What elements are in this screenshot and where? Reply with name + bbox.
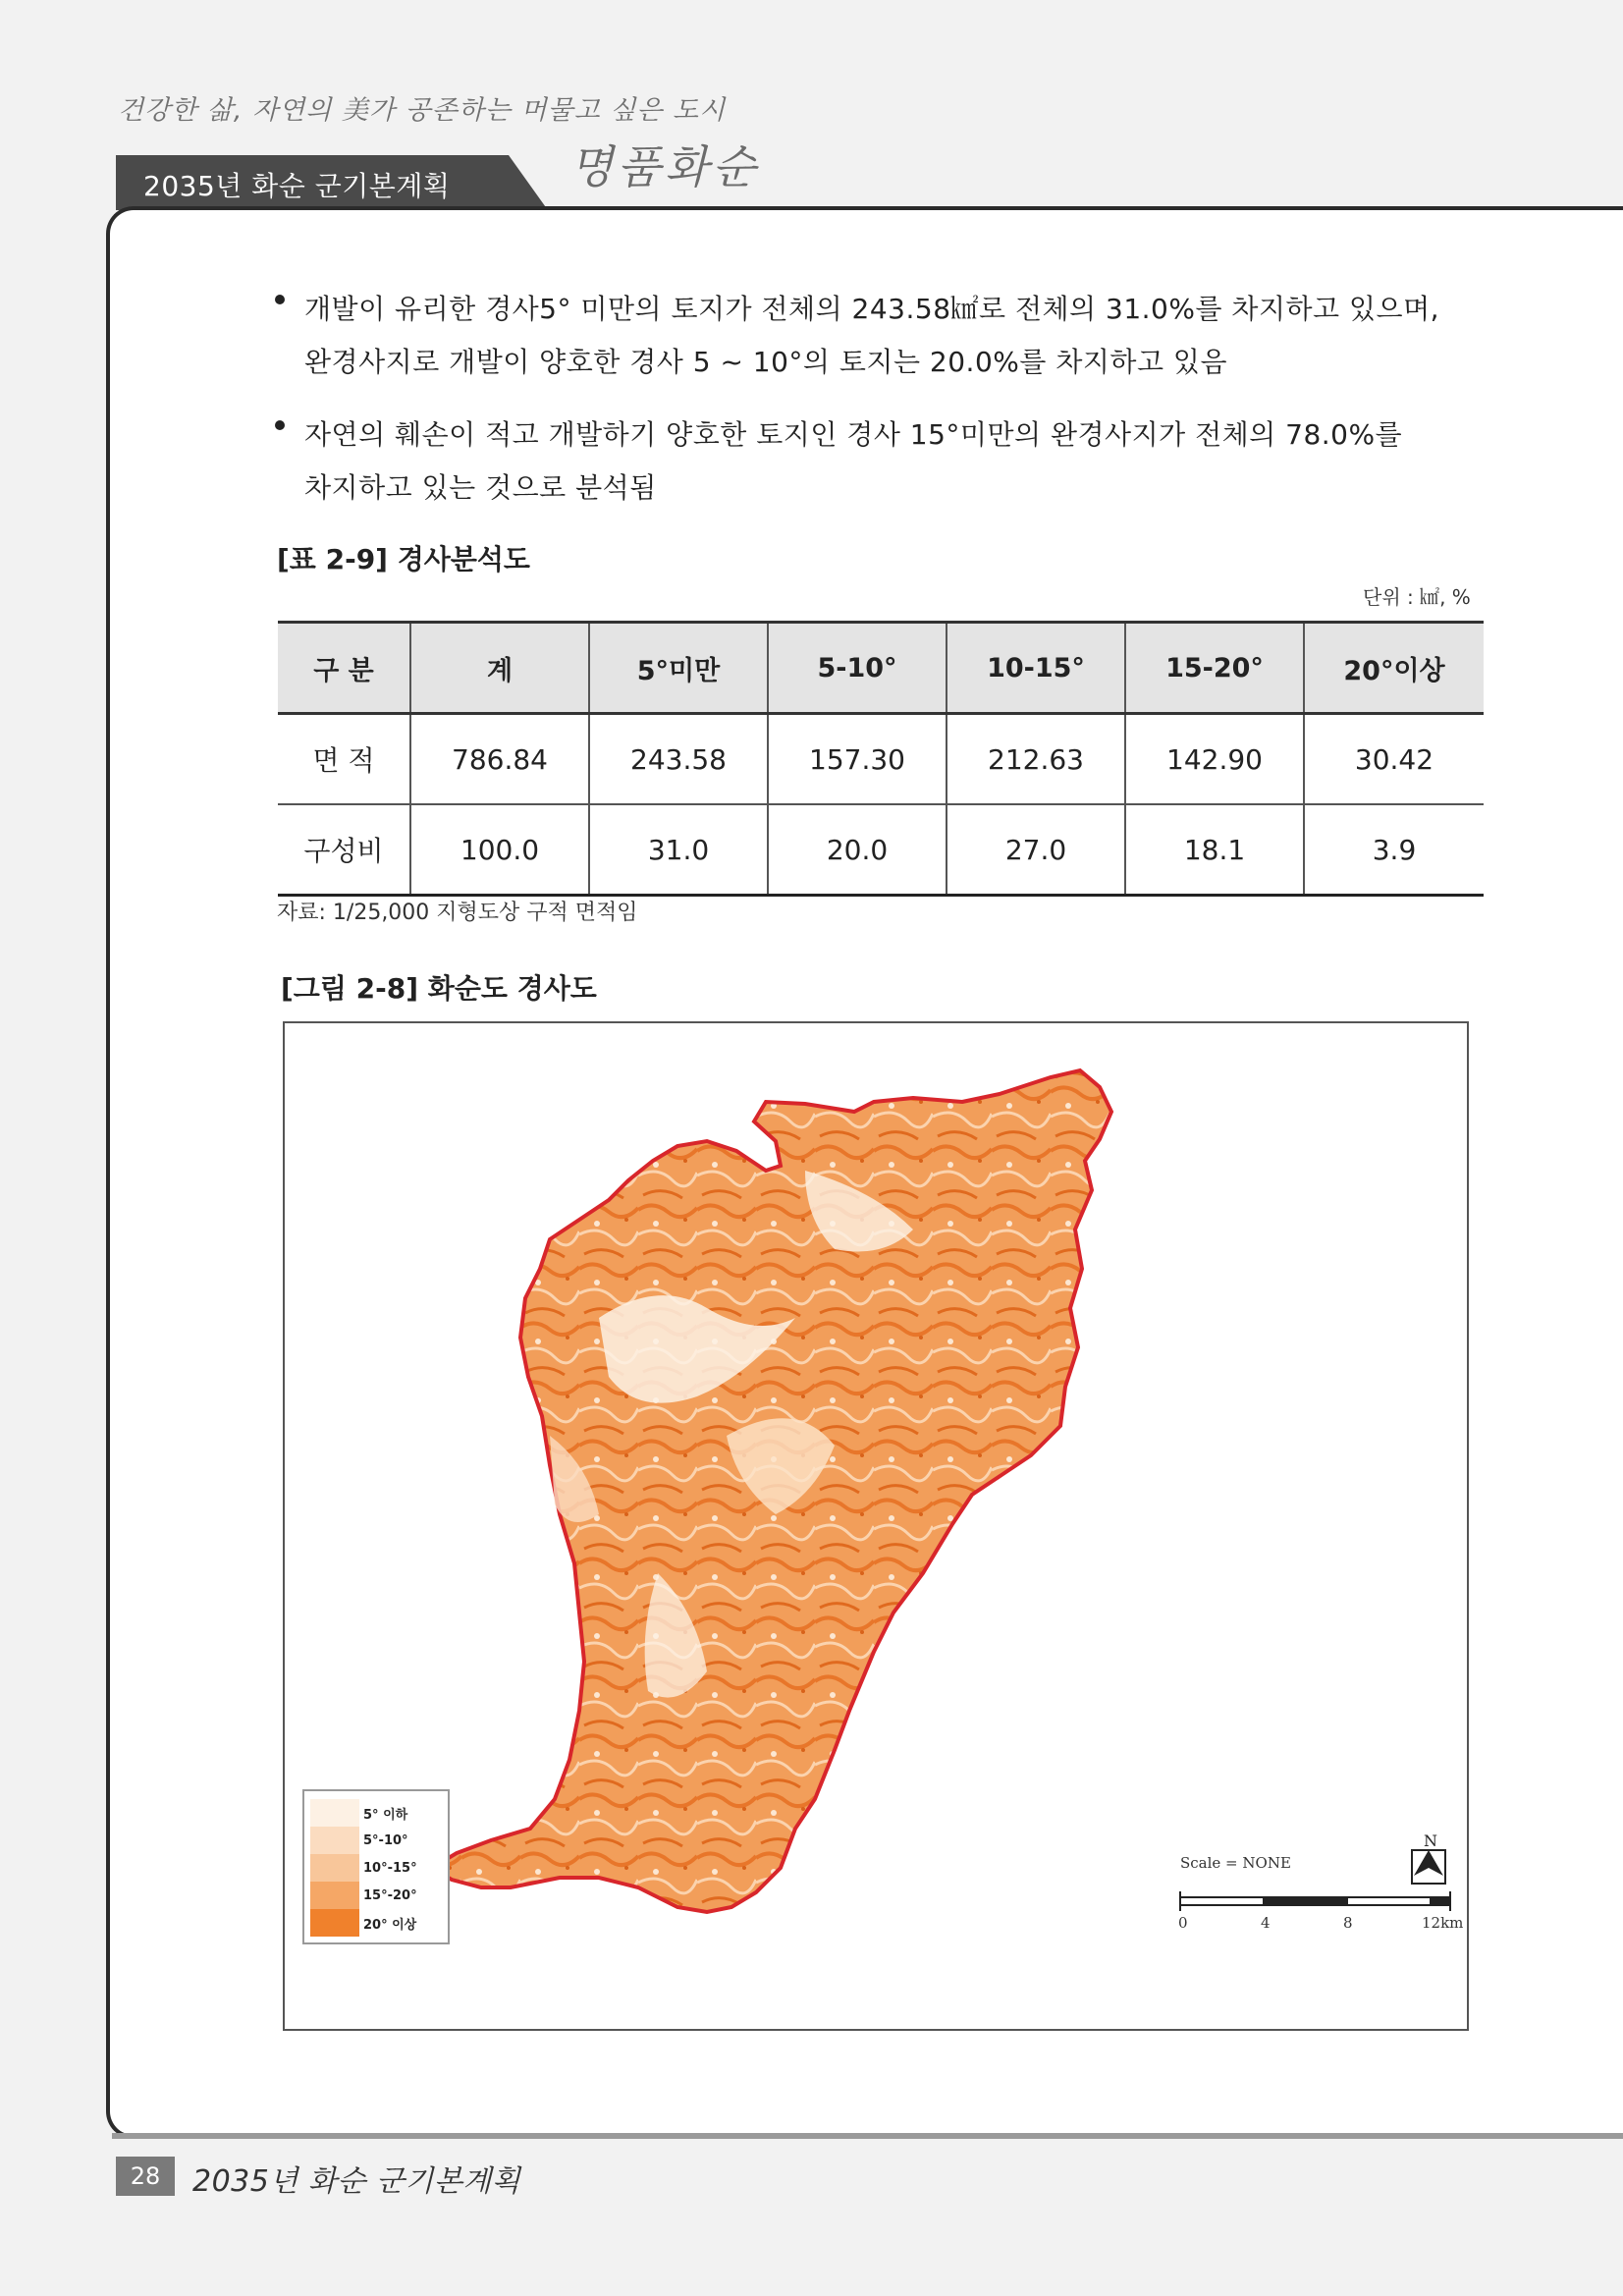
table-cell: 구성비 — [278, 804, 410, 896]
legend-label: 20° 이상 — [363, 1917, 417, 1933]
table-cell: 면 적 — [278, 714, 410, 805]
bullet-item — [275, 409, 1502, 515]
footer-title: 2035년 화순 군기본계획 — [192, 2164, 521, 2199]
table-header-cell: 계 — [410, 623, 589, 714]
table-cell: 157.30 — [768, 714, 947, 805]
scale-tick-label: 12km — [1422, 1914, 1464, 1932]
legend-label: 15°-20° — [363, 1887, 417, 1903]
table-header-cell: 5-10° — [768, 623, 947, 714]
figure-caption: [그림 2-8] 화순도 경사도 — [281, 972, 597, 1005]
scale-tick-label: 8 — [1343, 1914, 1353, 1932]
north-label: N — [1424, 1831, 1437, 1850]
table-row — [278, 804, 1484, 896]
table-cell: 27.0 — [947, 804, 1125, 896]
table-cell: 18.1 — [1125, 804, 1304, 896]
table-header-cell: 구 분 — [278, 623, 410, 714]
legend-swatch — [310, 1882, 359, 1909]
map-legend — [302, 1789, 450, 1944]
table-cell: 3.9 — [1304, 804, 1484, 896]
table-cell: 20.0 — [768, 804, 947, 896]
slope-map — [285, 1023, 1467, 2029]
bullet-item — [275, 283, 1502, 389]
panel-shadow — [112, 2133, 1623, 2139]
legend-item — [310, 1882, 442, 1909]
header-title: 2035년 화순 군기본계획 — [143, 170, 451, 202]
bullet-line: 자연의 훼손이 적고 개발하기 양호한 토지인 경사 15°미만의 완경사지가 전체의 78.0%를 — [304, 418, 1403, 451]
legend-swatch — [310, 1854, 359, 1882]
table-cell: 243.58 — [589, 714, 768, 805]
table-header-cell: 10-15° — [947, 623, 1125, 714]
bullet-line: 개발이 유리한 경사5° 미만의 토지가 전체의 243.58㎢로 전체의 31.0%를 차지하고 있으며, — [304, 293, 1440, 325]
bullet-line: 완경사지로 개발이 양호한 경사 5 ~ 10°의 토지는 20.0%를 차지하고 있음 — [304, 346, 1228, 378]
legend-swatch — [310, 1799, 359, 1827]
legend-swatch — [310, 1909, 359, 1937]
table-header-cell: 20°이상 — [1304, 623, 1484, 714]
table-caption: [표 2-9] 경사분석도 — [277, 543, 530, 575]
legend-item — [310, 1854, 442, 1882]
bullet-line: 차지하고 있는 것으로 분석됨 — [304, 471, 657, 504]
table-cell: 30.42 — [1304, 714, 1484, 805]
bullet-dot — [275, 295, 285, 304]
table-unit: 단위 : ㎢, % — [1363, 585, 1471, 609]
table-cell: 31.0 — [589, 804, 768, 896]
table-cell: 212.63 — [947, 714, 1125, 805]
legend-item — [310, 1909, 442, 1937]
page-number: 28 — [116, 2157, 175, 2196]
legend-label: 10°-15° — [363, 1860, 417, 1876]
bullet-list — [275, 283, 1502, 534]
legend-item — [310, 1799, 442, 1827]
table-row — [278, 714, 1484, 805]
legend-label: 5°-10° — [363, 1832, 408, 1848]
header-title-tab — [116, 155, 548, 210]
slope-map-figure — [283, 1021, 1469, 2031]
table-cell: 100.0 — [410, 804, 589, 896]
table-header-cell: 5°미만 — [589, 623, 768, 714]
legend-label: 5° 이하 — [363, 1807, 408, 1823]
table-source: 자료: 1/25,000 지형도상 구적 면적임 — [277, 901, 638, 925]
legend-swatch — [310, 1827, 359, 1854]
scale-text: Scale = NONE — [1180, 1854, 1291, 1872]
table-cell: 142.90 — [1125, 714, 1304, 805]
scale-tick-label: 4 — [1261, 1914, 1271, 1932]
table-header-cell: 15-20° — [1125, 623, 1304, 714]
bullet-dot — [275, 420, 285, 430]
scale-labels — [1178, 1914, 1463, 1934]
scale-tick-label: 0 — [1178, 1914, 1188, 1932]
brand-logo: 명품화순 — [569, 140, 760, 193]
table-cell: 786.84 — [410, 714, 589, 805]
legend-item — [310, 1827, 442, 1854]
table-header-row — [278, 623, 1484, 714]
header-slogan: 건강한 삶, 자연의 美가 공존하는 머물고 싶은 도시 — [118, 95, 727, 126]
slope-table — [278, 621, 1484, 897]
